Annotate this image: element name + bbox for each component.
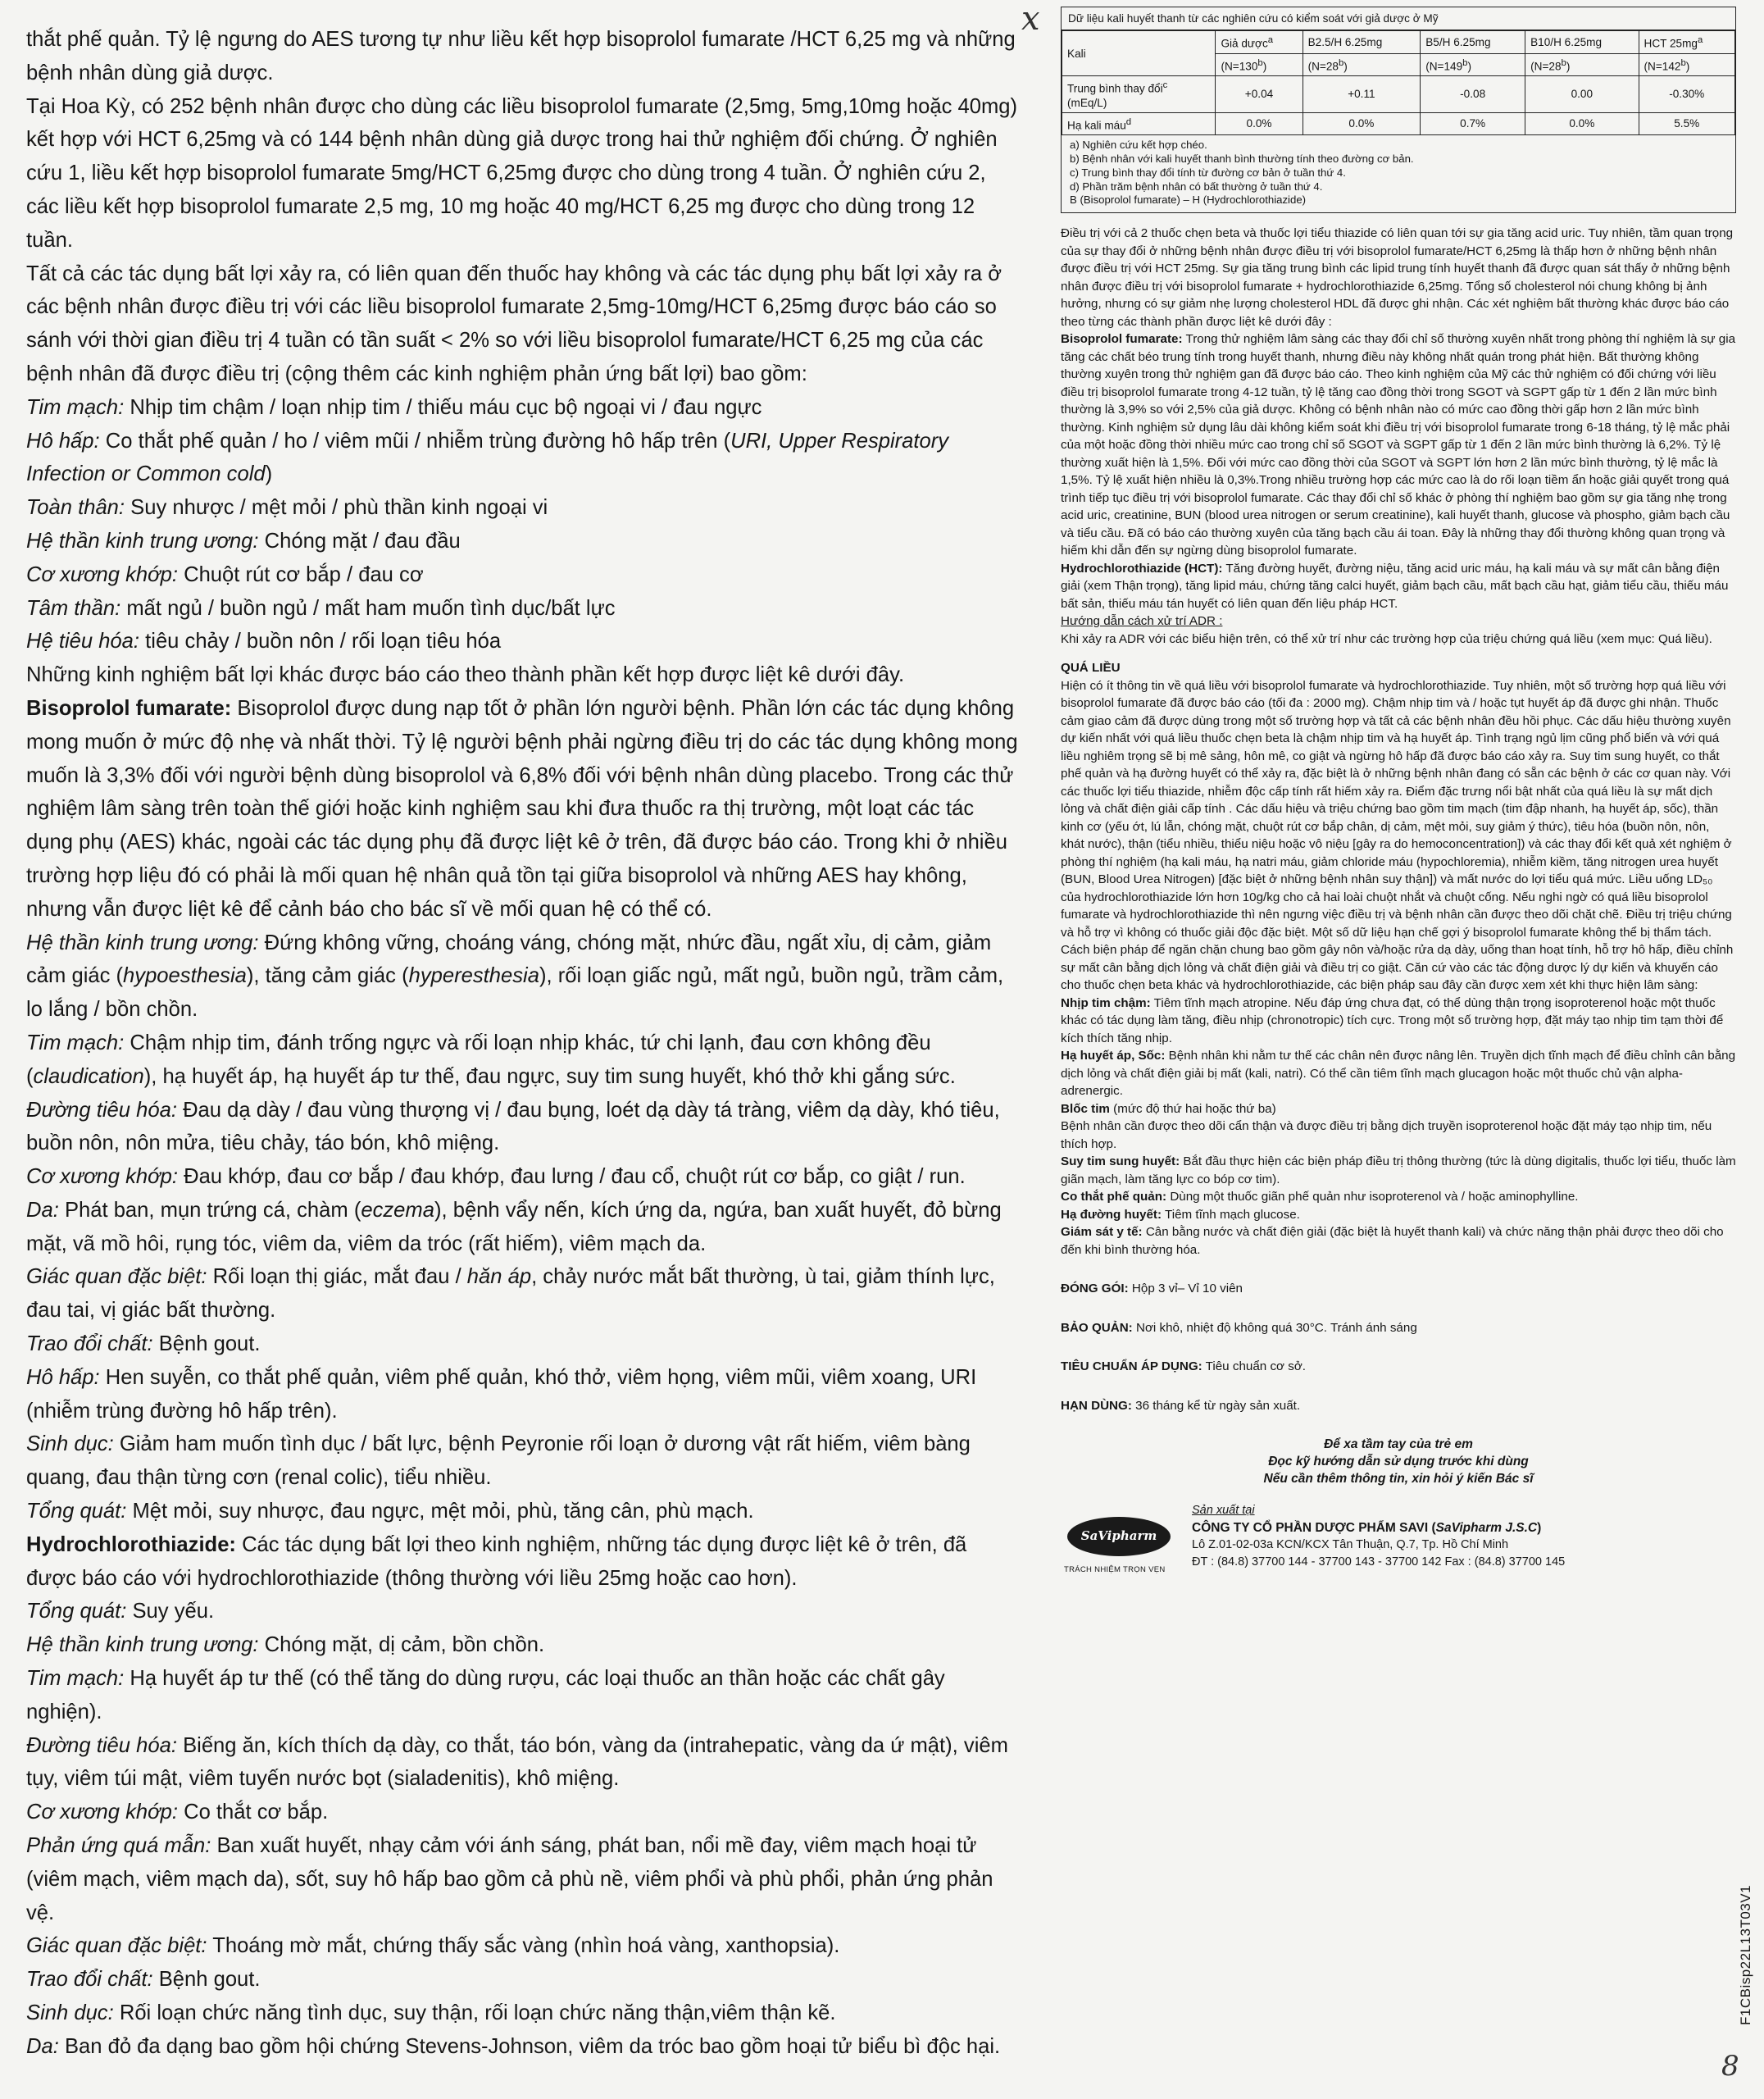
item-label: HẠN DÙNG:	[1061, 1398, 1132, 1413]
item-text: Cân bằng nước và chất điện giải (đặc biệt là huyết thanh kali) và chức năng thận phải được theo dõi cho đến khi bình thường hóa.	[1061, 1225, 1724, 1257]
item-text: Hiện có ít thông tin về quá liều với bisoprolol fumarate và hydrochlorothiazide. Tuy nhiên, một số trường hợp quá liều với bisoprolol fumarate đã được báo cáo (tối đa : 2000 mg). Chậm nhịp tim và / hoặc tụt huyết áp đã được ghi nhận. Thuốc cảm giao cảm đã được dùng trong một số trường hợp và tất cả các bệnh nhân đều hồi phục. Các dấu hiệu thường xuyên dự kiến nhất với quá liều thuốc chẹn beta là chậm nhịp tim và hạ huyết áp. Tình trạng ngủ lịm cũng phổ biến và với quá liều nghiêm trọng sẽ bị mê sảng, hôn mê, co giật và ngừng hô hấp đã được báo cáo xảy ra. Suy tim sung huyết, co thắt phế quản và hạ đường huyết có thể xảy ra, đặc biệt là ở những bệnh nhân đang có sẵn các bệnh ở các cơ quan này. Với các thuốc lợi tiểu thiazide, nhiễm độc cấp tính rất hiếm xảy ra. Điểm đặc trưng nổi bật nhất của quá liều là sự mất dịch lỏng và chất điện giải cấp tính . Các dấu hiệu và triệu chứng bao gồm tim mạch (tim đập nhanh, hạ huyết áp, sốc), thần kinh cơ (yếu ớt, lú lẫn, chóng mặt, chuột rút cơ bắp chân, dị cảm, mệt mỏi, suy giảm ý thức), tiêu hóa (buồn nôn, nôn, khát nước), thận (tiểu nhiều, thiểu niệu hoặc vô niệu [gây ra do hemoconcentration]) và các thay đổi kết quả xét nghiệm ở phòng thí nghiệm (hạ kali máu, hạ natri máu, giảm chloride máu (hypochloremia), nhiễm kiềm, tăng nitrogen urea huyết (BUN, Blood Urea Nitrogen) [đặc biệt ở những bệnh nhân suy thận]) và mất nước do lợi tiểu quá mức. Liều uống LD₅₀ của hydrochlorothiazide lớn hơn 10g/kg cho cả hai loài chuột nhắt và chuột cống. Nếu nghi ngờ có quá liều bisoprolol fumarate và hydrochlorothiazide thì nên ngưng việc điều trị và bệnh nhân cần được theo dõi chặt chẽ. Điều trị triệu chứng và hỗ trợ vì không có thuốc giải độc đặc biệt. Một số dữ liệu hạn chế gợi ý bisoprolol fumarate không thể bị thẩm tách. Cách biện pháp để ngăn chặn chung bao gồm gây nôn và/hoặc rửa dạ dày, uống than hoạt tính, hỗ trợ hô hấp, điều chỉnh sự mất cân bằng dịch lỏng và chất điện giải và điều trị co giật. Căn cứ vào các tác động dược lý dự kiến và khuyến cáo cho thuốc chẹn beta khác và hydrochlorothiazide, các biện pháp sau đây cần được xem xét khi thực hiện lâm sàng:	[1061, 678, 1734, 993]
footnote-mark: b	[1680, 57, 1686, 68]
item-label: Hạ đường huyết:	[1061, 1207, 1162, 1222]
item-text: ), tăng cảm giác (	[246, 964, 409, 988]
column-header: Kali	[1062, 31, 1216, 76]
item-label: Đường tiêu hóa:	[26, 1733, 177, 1757]
item-label: Cơ xương khớp:	[26, 1165, 178, 1189]
side-document-code: F1CBisp22L13T03V1	[1738, 1884, 1753, 2025]
item-label: Cơ xương khớp:	[26, 1801, 178, 1824]
company-info	[1192, 1502, 1565, 1571]
paragraph	[1061, 677, 1736, 995]
paragraph	[1061, 1100, 1736, 1118]
item-text: tiêu chảy / buồn nôn / rối loạn tiêu hóa	[139, 630, 502, 653]
item-text: Co thắt cơ bắp.	[177, 1801, 329, 1824]
item-label: Toàn thân:	[26, 496, 125, 520]
item-text: Những kinh nghiệm bất lợi khác được báo cáo theo thành phần kết hợp được liệt kê dưới đây.	[26, 663, 905, 687]
left-column	[26, 23, 1018, 2064]
item-text: ), hạ huyết áp, hạ huyết áp tư thế, đau ngực, suy tim sung huyết, khó thở khi gắng sức.	[143, 1064, 956, 1088]
item-text: Điều trị với cả 2 thuốc chẹn beta và thuốc lợi tiểu thiazide có liên quan tới sự gia tăng acid uric. Tuy nhiên, tầm quan trọng của sự thay đổi ở những bệnh nhân được điều trị với bisoprolol fumarate/HCT 6,25mg là thấp hơn ở những bệnh nhân được điều trị với HCT 25mg. Sự gia tăng trung bình các lipid trung tính huyết thanh đã được quan sát thấy ở những bệnh nhân được điều trị với bisoprolol fumarate + hydrochlorothiazide 6,25mg. Tổng số cholesterol nói chung không bị ảnh hưởng, nhưng có sự giảm nhẹ lượng cholesterol HDL đã được ghi nhận. Các xét nghiệm bất thường khác được báo cáo theo từng các thành phần được liệt kê dưới đây :	[1061, 226, 1734, 329]
labeled-item	[26, 491, 1018, 525]
paragraph	[1061, 1153, 1736, 1188]
item-text: Các tác dụng bất lợi theo kinh nghiệm, những tác dụng được liệt kê ở trên, đã được báo cáo với hydrochlorothiazide (thông thường với liều 25mg hoặc cao hơn).	[26, 1532, 967, 1590]
labeled-item	[26, 391, 1018, 425]
footnote-mark: a	[1267, 35, 1274, 45]
labeled-item	[26, 1929, 1018, 1963]
item-text: Chóng mặt, dị cảm, bồn chồn.	[258, 1633, 545, 1657]
item-text: )	[265, 462, 273, 486]
paragraph	[26, 658, 1018, 692]
item-label: Sinh dục:	[26, 2001, 114, 2025]
labeled-item	[26, 2030, 1018, 2064]
labeled-item	[26, 1829, 1018, 1929]
table-cell: -0.08	[1421, 76, 1525, 113]
item-label: Cơ xương khớp:	[26, 562, 178, 586]
item-label: Blốc tim	[1061, 1101, 1110, 1116]
table-notes	[1062, 135, 1735, 212]
footnote-mark: b	[1561, 57, 1566, 68]
italic-term: hypoesthesia	[123, 964, 247, 988]
manufacturer-footer	[1061, 1502, 1736, 1584]
labeled-item	[26, 1094, 1018, 1161]
item-text: Hộp 3 vỉ– Vỉ 10 viên	[1128, 1282, 1243, 1296]
item-text: Giảm ham muốn tình dục / bất lực, bệnh Peyronie rối loạn ở dương vật rất hiếm, viêm bàng quang, đau thận từng cơn (renal colic), tiểu nhiều.	[26, 1432, 971, 1490]
paragraph	[1061, 1397, 1736, 1415]
table-cell: -0.30%	[1639, 76, 1735, 113]
paragraph	[26, 257, 1018, 391]
column-n: $(N=130^b)$	[1216, 53, 1303, 76]
item-text: Nhịp tim chậm / loạn nhịp tim / thiếu máu cục bộ ngoại vi / đau ngực	[124, 395, 762, 419]
item-text: Tại Hoa Kỳ, có 252 bệnh nhân được cho dùng các liều bisoprolol fumarate (2,5mg, 5mg,10mg hoặc 40mg) kết hợp với HCT 6,25mg và có 144 bệnh nhân dùng giả dược trong hai thử nghiệm đối chứng. Ở nghiên cứu 1, liều kết hợp bisoprolol fumarate 5mg/HCT 6,25mg được cho dùng trong 4 tuần. Ở nghiên cứu 2, các liều kết hợp bisoprolol fumarate 2,5 mg, 10 mg hoặc 40 mg/HCT 6,25 mg được cho dùng trong 12 tuần.	[26, 94, 1018, 252]
table-cell: 0.00	[1525, 76, 1639, 113]
warning-line: Nếu cần thêm thông tin, xin hỏi ý kiến Bác sĩ	[1263, 1472, 1534, 1487]
item-text: Ban đỏ đa dạng bao gồm hội chứng Stevens-Johnson, viêm da tróc bao gồm hoại tử biểu bì độc hại.	[58, 2034, 1001, 2058]
paragraph	[1061, 225, 1736, 330]
item-label: Co thắt phế quản:	[1061, 1190, 1167, 1204]
paragraph	[1061, 330, 1736, 560]
column-header: B2.5/H 6.25mg	[1303, 31, 1421, 54]
table-note: B (Bisoprolol fumarate) – H (Hydrochlorothiazide)	[1070, 194, 1307, 207]
item-text: Suy nhược / mệt mỏi / phù thần kinh ngoại vi	[125, 496, 548, 520]
labeled-item	[26, 1963, 1018, 1997]
labeled-item	[26, 927, 1018, 1027]
right-column	[1061, 7, 1736, 1584]
spacer	[1061, 1259, 1736, 1280]
table-cell: 0.0%	[1525, 112, 1639, 135]
labeled-item	[26, 1595, 1018, 1628]
table-cell: +0.04	[1216, 76, 1303, 113]
item-label: Trao đổi chất:	[26, 1332, 153, 1356]
row-label: Hạ kali máu$^d$	[1062, 112, 1216, 135]
item-label: Da:	[26, 2034, 59, 2058]
item-label: Hô hấp:	[26, 1365, 100, 1389]
item-text: Đau khớp, đau cơ bắp / đau khớp, đau lưng / đau cổ, chuột rút cơ bắp, co giật / run.	[177, 1165, 966, 1189]
item-text: Bệnh nhân khi nằm tư thế các chân nên được nâng lên. Truyền dịch tĩnh mạch để điều chỉnh cân bằng dịch lỏng và chất điện giải bị mất (kali, natri). Có thể cần tiêm tĩnh mạch glucagon hoặc một thuốc chủ vận alpha-adrenergic.	[1061, 1049, 1736, 1099]
item-text: Thoáng mờ mắt, chứng thấy sắc vàng (nhìn hoá vàng, xanthopsia).	[207, 1934, 840, 1958]
item-label: Hô hấp:	[26, 429, 100, 453]
kali-table	[1062, 30, 1735, 135]
item-text: ), bệnh vẩy nến, kích ứng da, ngứa, ban xuất huyết, đỏ bừng mặt, vã mồ hôi, rụng tóc, viêm da, viêm da tróc (rất hiếm), viêm mạch da.	[26, 1198, 1002, 1255]
labeled-item	[26, 1027, 1018, 1094]
spacer	[1061, 1376, 1736, 1397]
item-text: Khi xảy ra ADR với các biểu hiện trên, có thể xử trí như các trường hợp của triệu chứng quá liều (xem mục: Quá liều).	[1061, 631, 1712, 646]
labeled-item	[26, 592, 1018, 626]
paragraph	[1061, 995, 1736, 1048]
item-text: Tiêu chuẩn cơ sở.	[1202, 1359, 1306, 1374]
column-header: Giả dược$^a$	[1216, 31, 1303, 54]
spacer	[1061, 1336, 1736, 1358]
paragraph	[1061, 1188, 1736, 1206]
company-phone: ĐT : (84.8) 37700 144 - 37700 143 - 37700 142 Fax : (84.8) 37700 145	[1192, 1555, 1566, 1569]
labeled-item	[26, 1796, 1018, 1829]
labeled-item	[26, 525, 1018, 558]
labeled-item	[26, 1260, 1018, 1327]
labeled-item	[26, 1361, 1018, 1428]
item-label: Đường tiêu hóa:	[26, 1098, 177, 1122]
labeled-item	[26, 1327, 1018, 1361]
labeled-item	[26, 1628, 1018, 1662]
item-label: BẢO QUẢN:	[1061, 1320, 1133, 1335]
item-text: Bệnh gout.	[152, 1968, 261, 1992]
made-by-label: Sản xuất tại	[1192, 1504, 1255, 1518]
column-n: $(N=149^b)$	[1421, 53, 1525, 76]
item-text: Hen suyễn, co thắt phế quản, viêm phế quản, khó thở, viêm họng, viêm mũi, viêm xoang, URI (nhiễm trùng đường hô hấp trên).	[26, 1365, 977, 1423]
item-label: Tổng quát:	[26, 1600, 127, 1623]
column-n: $(N=28^b)$	[1303, 53, 1421, 76]
item-label: Hệ thần kinh trung ương:	[26, 529, 259, 553]
table-cell: 5.5%	[1639, 112, 1735, 135]
item-text: Phát ban, mụn trứng cá, chàm (	[58, 1198, 361, 1222]
item-label: Bisoprolol fumarate:	[26, 696, 232, 720]
paragraph	[1061, 1223, 1736, 1259]
warning-line: Đọc kỹ hướng dẫn sử dụng trước khi dùng	[1268, 1455, 1529, 1469]
item-text: Bắt đầu thực hiện các biện pháp điều trị thông thường (tức là dùng digitalis, thuốc lợi tiểu, thuốc làm giãn mạch, làm tăng lực co bóp cơ tim).	[1061, 1154, 1736, 1186]
labeled-item	[26, 625, 1018, 658]
handwritten-x-mark: x	[1021, 0, 1040, 38]
item-text: thắt phế quản. Tỷ lệ ngưng do AES tương tự như liều kết hợp bisoprolol fumarate /HCT 6,25 mg và những bệnh nhân dùng giả dược.	[26, 28, 1016, 84]
item-text: Bisoprolol được dung nạp tốt ở phần lớn người bệnh. Phần lớn các tác dụng không mong muốn ở mức độ nhẹ và nhất thời. Tỷ lệ người bệnh phải ngừng điều trị do các tác dụng không mong muốn là 3,3% đối với người bệnh dùng bisoprolol và 6,8% đối với bệnh nhân dùng placebo. Trong các thử nghiệm lâm sàng trên toàn thế giới hoặc kinh nghiệm sau khi đưa thuốc ra thị trường, một loạt các tác dụng phụ (AES) khác, ngoài các tác dụng phụ đã được liệt kê ở trên, đã được báo cáo. Trong khi ở nhiều trường hợp liệu đó có phải là mối quan hệ nhân quả tồn tại giữa bisoprolol và những AES hay không, nhưng vẫn được liệt kê để cảnh báo cho bác sĩ về mối quan hệ có thể có.	[26, 696, 1018, 921]
item-text: Tiêm tĩnh mạch glucose.	[1162, 1207, 1300, 1222]
italic-term: hyperesthesia	[408, 964, 539, 988]
logo-tagline: TRÁCH NHIỆM TRỌN VẸN	[1064, 1565, 1166, 1575]
labeled-item	[26, 1194, 1018, 1261]
table-note: d) Phần trăm bệnh nhân có bất thường ở tuần thứ 4.	[1070, 180, 1323, 193]
labeled-item	[26, 1160, 1018, 1194]
item-label: Giác quan đặc biệt:	[26, 1934, 207, 1958]
section-paragraph	[26, 1528, 1018, 1596]
item-label: Bisoprolol fumarate:	[1061, 332, 1183, 347]
item-label: Hệ thần kinh trung ương:	[26, 1633, 259, 1657]
savipharm-logo: SaVipharm	[1067, 1517, 1171, 1556]
item-label: Tổng quát:	[26, 1500, 127, 1523]
footnote-mark: a	[1697, 35, 1703, 45]
item-label: Hệ tiêu hóa:	[26, 630, 140, 653]
item-text: Bệnh nhân cần được theo dõi cẩn thận và được điều trị bằng dịch truyền isoproterenol hoặc đặt máy tạo nhịp tim, nếu thích hợp.	[1061, 1119, 1712, 1151]
potassium-data-table	[1061, 7, 1736, 213]
paragraph	[1061, 1118, 1736, 1153]
footnote-mark: c	[1162, 80, 1168, 91]
item-text: mất ngủ / buồn ngủ / mất ham muốn tình dục/bất lực	[120, 596, 616, 620]
item-text: Tăng đường huyết, đường niệu, tăng acid uric máu, hạ kali máu và sự mất cân bằng điện giải (xem Thận trọng), tăng lipid máu, chứng tăng calci huyết, giảm bạch cầu, mất bạch cầu hạt, giảm tiểu cầu, thiếu máu bất sản, thiếu máu tán huyết có liên quan đến liệu pháp HCT.	[1061, 561, 1729, 611]
item-text: Trong thử nghiệm lâm sàng các thay đổi chỉ số thường xuyên nhất trong phòng thí nghiệm là sự gia tăng các chất béo trung tính trong huyết thanh, nhưng điều này không nhất quán trong phát hiện. Bất thường không thường xuyên trong thử nghiệm gan đã được báo cáo. Theo kinh nghiệm của Mỹ các thử nghiệm có đối chứng với liều điều trị bisoprolol fumarate trong 4-12 tuần, tỷ lệ tăng cao đồng thời trong SGOT và SGPT gấp từ 1 đến 2 lần mức bình thường là 3,9% so với 2,5% của giả dược. Không có bệnh nhân nào có mức cao đồng thời gấp hơn 2 lần mức bình thường. Kinh nghiệm sử dụng lâu dài không kiểm soát khi điều trị với bisoprolol fumarate trong 6-18 tháng, tỷ lệ mắc phải của một hoặc đồng thời nhiều mức cao trong chỉ số SGOT và SGPT gấp từ 1 đến 2 lần mức bình thường là 6,2%. Tỷ lệ thường xuất hiện là 1,5%. Đối với mức cao đồng thời của SGOT và SGPT lớn hơn 2 lần mức bình thường, tỷ lệ mắc là 1,5%. Tỷ lệ xuất hiện nhiều là 0,3%.Trong nhiều trường hợp các mức cao là do rối loạn tiềm ẩn hoặc giải quyết trong quá trình tiếp tục điều trị với bisoprolol fumarate. Các thay đổi chỉ số khác ở phòng thí nghiệm bao gồm sự gia tăng nhẹ trong acid uric, creatinine, BUN (blood urea nitrogen or serum creatinine), kali huyết thanh, glucose và phospho, giảm bạch cầu và tiểu cầu. Đã có báo cáo thường xuyên của tăng bạch cầu ái toan. Đây là những thay đổi thường không quan trọng và hiếm khi dẫn đến sự ngừng dùng bisoprolol fumarate.	[1061, 332, 1736, 558]
item-text: 36 tháng kể từ ngày sản xuất.	[1131, 1398, 1301, 1413]
spacer	[1061, 1298, 1736, 1319]
item-label: Tim mạch:	[26, 1031, 125, 1054]
underlined-heading: Hướng dẫn cách xử trí ADR :	[1061, 614, 1223, 629]
table-note: a) Nghiên cứu kết hợp chéo.	[1070, 139, 1207, 152]
italic-term: eczema	[361, 1198, 434, 1222]
item-text: Co thắt phế quản / ho / viêm mũi / nhiễm trùng đường hô hấp trên (	[99, 429, 731, 453]
section-paragraph	[26, 692, 1018, 927]
item-label: ĐÓNG GÓI:	[1061, 1282, 1129, 1296]
item-label: Hạ huyết áp, Sốc:	[1061, 1049, 1166, 1063]
warning-line: Để xa tầm tay của trẻ em	[1324, 1437, 1473, 1452]
item-label: Tim mạch:	[26, 395, 125, 419]
footnote-mark: d	[1125, 116, 1132, 127]
footnote-mark: b	[1338, 57, 1344, 68]
column-n: $(N=142^b)$	[1639, 53, 1735, 76]
labeled-item	[26, 1495, 1018, 1528]
item-text: Dùng một thuốc giãn phế quản như isoproterenol và / hoặc aminophylline.	[1166, 1190, 1579, 1204]
item-label: Hydrochlorothiazide:	[26, 1532, 236, 1556]
item-label: Phản ứng quá mẫn:	[26, 1834, 211, 1858]
item-label: Sinh dục:	[26, 1432, 114, 1456]
item-label: Hydrochlorothiazide (HCT):	[1061, 561, 1223, 576]
labeled-item	[26, 425, 1018, 492]
item-label: Da:	[26, 1198, 59, 1222]
item-text: Rối loạn chức năng tình dục, suy thận, rối loạn chức năng thận,viêm thận kẽ.	[113, 2001, 836, 2025]
labeled-item	[26, 1427, 1018, 1495]
italic-term: hăn áp	[466, 1265, 532, 1289]
item-text: Ban xuất huyết, nhạy cảm với ánh sáng, phát ban, nổi mề đay, viêm mạch hoại tử (viêm mạch, viêm mạch da), sốt, suy hô hấp bao gồm cả phù nề, viêm phổi và phù phổi, phản ứng phản vệ.	[26, 1834, 993, 1924]
italic-term: claudication	[33, 1064, 144, 1088]
company-name: CÔNG TY CỔ PHẦN DƯỢC PHẨM SAVI (SaVipharm J.S.C)	[1192, 1521, 1542, 1536]
item-text: Chậm nhịp tim, đánh trống ngực và rối loạn nhịp khác, tứ chi lạnh, đau cơn không đều (	[26, 1031, 931, 1088]
labeled-item	[26, 1662, 1018, 1729]
column-header: B10/H 6.25mg	[1525, 31, 1639, 54]
column-header: HCT $25mg^a$	[1639, 31, 1735, 54]
table-caption: Dữ liệu kali huyết thanh từ các nghiên cứu có kiểm soát với giả dược ở Mỹ	[1062, 7, 1735, 30]
labeled-item	[26, 1729, 1018, 1796]
paragraph	[1061, 1047, 1736, 1100]
right-column-body	[1061, 225, 1736, 1414]
item-label: TIÊU CHUẨN ÁP DỤNG:	[1061, 1359, 1203, 1374]
item-text: Biếng ăn, kích thích dạ dày, co thắt, táo bón, vàng da (intrahepatic, vàng da ứ mật), viêm tụy, viêm túi mật, viêm tuyến nước bọt (sialadenitis), khô miệng.	[26, 1733, 1008, 1791]
item-text: Đau dạ dày / đau vùng thượng vị / đau bụng, loét dạ dày tá tràng, viêm dạ dày, khó tiêu, buồn nôn, nôn mửa, tiêu chảy, táo bón, khô miệng.	[26, 1098, 1000, 1155]
section-heading: QUÁ LIỀU	[1061, 661, 1121, 676]
labeled-item	[26, 558, 1018, 592]
item-text: ), rối loạn giấc ngủ, mất ngủ, buồn ngủ, trầm cảm, lo lắng / bồn chồn.	[26, 964, 1004, 1022]
item-text: Rối loạn thị giác, mắt đau /	[207, 1265, 467, 1289]
italic-term: URI, Upper Respiratory Infection or Common cold	[26, 429, 949, 486]
item-text: Suy yếu.	[126, 1600, 215, 1623]
item-text: Nơi khô, nhiệt độ không quá 30°C. Tránh ánh sáng	[1132, 1320, 1417, 1335]
paragraph	[1061, 1319, 1736, 1337]
table-cell: 0.0%	[1216, 112, 1303, 135]
row-label: Trung bình thay đổi$^c$ (mEq/L)	[1062, 76, 1216, 113]
item-label: Giác quan đặc biệt:	[26, 1265, 207, 1289]
item-text: Đứng không vững, choáng váng, chóng mặt, nhức đầu, ngất xỉu, dị cảm, giảm cảm giác (	[26, 931, 992, 988]
item-text: Hạ huyết áp tư thế (có thể tăng do dùng rượu, các loại thuốc an thần hoặc các chất gây nghiện).	[26, 1667, 945, 1723]
table-cell: +0.11	[1303, 76, 1421, 113]
paragraph	[26, 23, 1018, 90]
footnote-mark: b	[1462, 57, 1468, 68]
column-n: $(N=28^b)$	[1525, 53, 1639, 76]
item-text: Chuột rút cơ bắp / đau cơ	[177, 562, 424, 586]
item-text: Bệnh gout.	[152, 1332, 261, 1356]
item-text: , chảy nước mắt bất thường, ù tai, giảm thính lực, đau tai, vị giác bất thường.	[26, 1265, 995, 1323]
item-text: Tất cả các tác dụng bất lợi xảy ra, có liên quan đến thuốc hay không và các tác dụng phụ bất lợi xảy ra ở các bệnh nhân được điều trị với các liều bisoprolol fumarate 2,5mg-10mg/HCT 6,25mg được báo cáo so sánh với thời gian điều trị 4 tuần có tần suất < 2% so với liều bisoprolol fumarate/HCT 6,25 mg của các bệnh nhân đã được điều trị (cộng thêm các kinh nghiệm phản ứng bất lợi) bao gồm:	[26, 262, 1002, 385]
paragraph	[1061, 560, 1736, 613]
item-label: Giám sát y tế:	[1061, 1225, 1143, 1240]
paragraph	[1061, 1206, 1736, 1224]
company-address: Lô Z.01-02-03a KCN/KCX Tân Thuận, Q.7, Tp. Hồ Chí Minh	[1192, 1538, 1509, 1552]
handwritten-page-number: 8	[1721, 2050, 1739, 2083]
item-text: Chóng mặt / đau đầu	[258, 529, 461, 553]
table-note: c) Trung bình thay đổi tính từ đường cơ bản ở tuần thứ 4.	[1070, 166, 1346, 179]
table-cell: 0.0%	[1303, 112, 1421, 135]
spacer	[1061, 648, 1736, 659]
item-label: Hệ thần kinh trung ương:	[26, 931, 259, 954]
paragraph	[1061, 631, 1736, 649]
item-text: Mệt mỏi, suy nhược, đau ngực, mệt mỏi, phù, tăng cân, phù mạch.	[126, 1500, 754, 1523]
column-header: B5/H 6.25mg	[1421, 31, 1525, 54]
item-label: Trao đổi chất:	[26, 1968, 153, 1992]
item-text: Tiêm tĩnh mạch atropine. Nếu đáp ứng chưa đạt, có thể dùng thận trọng isoproterenol hoặc một thuốc khác có tác dụng làm tăng, điều nhịp (chronotropic) tích cực. Trong một số trường hợp, đặt máy tạo nhịp tim tạm thời để kích thích tăng nhịp.	[1061, 995, 1724, 1045]
item-label: Suy tim sung huyết:	[1061, 1154, 1180, 1169]
item-label: Nhịp tim chậm:	[1061, 995, 1151, 1010]
labeled-item	[26, 1997, 1018, 2030]
item-label: Tâm thần:	[26, 596, 121, 620]
table-cell: 0.7%	[1421, 112, 1525, 135]
table-note: b) Bệnh nhân với kali huyết thanh bình thường tính theo đường cơ bản.	[1070, 152, 1414, 165]
paragraph	[1061, 1280, 1736, 1298]
warning-block	[1061, 1436, 1736, 1487]
item-text: (mức độ thứ hai hoặc thứ ba)	[1109, 1101, 1276, 1116]
paragraph	[26, 90, 1018, 257]
item-label: Tim mạch:	[26, 1667, 125, 1691]
paragraph	[1061, 1358, 1736, 1376]
footnote-mark: b	[1257, 57, 1263, 68]
